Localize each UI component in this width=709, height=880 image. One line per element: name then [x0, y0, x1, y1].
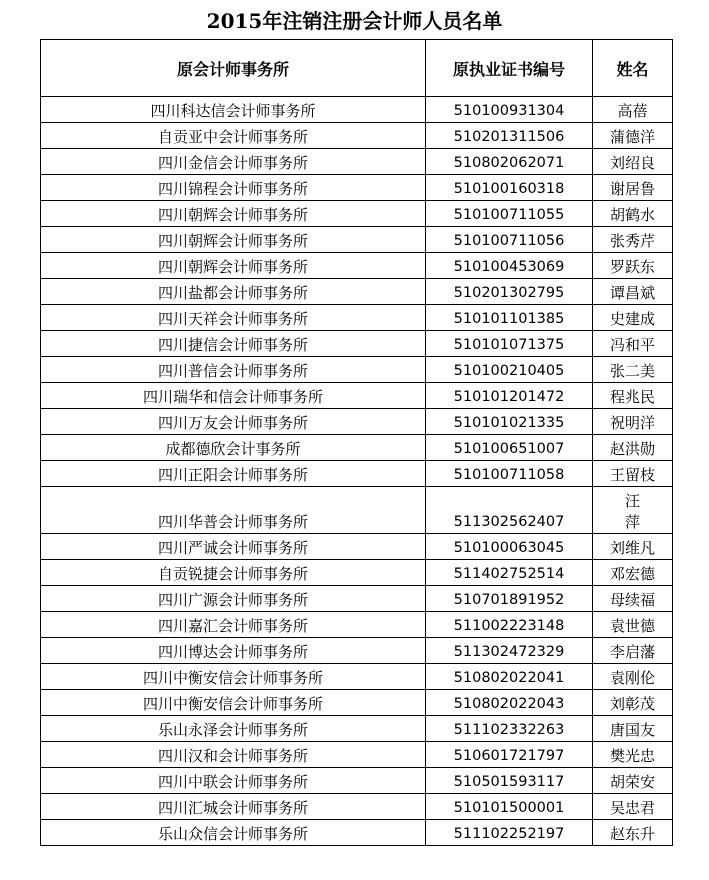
cell-cert-number: 511102332263 — [426, 716, 593, 742]
cell-cert-number: 510101071375 — [426, 331, 593, 357]
table-row — [41, 612, 673, 638]
cell-cert-number: 511302472329 — [426, 638, 593, 664]
cell-name: 樊光忠 — [593, 742, 673, 768]
table-row — [41, 487, 673, 534]
cell-name: 刘维凡 — [593, 534, 673, 560]
name-line-1: 汪 — [624, 492, 640, 510]
cell-cert-number: 510101101385 — [426, 305, 593, 331]
cell-firm: 四川万友会计师事务所 — [41, 409, 426, 435]
table-row — [41, 279, 673, 305]
cell-cert-number: 510802022041 — [426, 664, 593, 690]
cell-cert-number: 510201311506 — [426, 123, 593, 149]
cell-name: 邓宏德 — [593, 560, 673, 586]
cell-name: 张二美 — [593, 357, 673, 383]
cell-cert-number: 510201302795 — [426, 279, 593, 305]
cell-name: 胡荣安 — [593, 768, 673, 794]
deregistered-cpa-table — [40, 39, 673, 846]
cell-firm: 四川普信会计师事务所 — [41, 357, 426, 383]
cell-firm: 四川朝辉会计师事务所 — [41, 227, 426, 253]
cell-name: 程兆民 — [593, 383, 673, 409]
cell-cert-number: 510100711058 — [426, 461, 593, 487]
cell-cert-number: 510100453069 — [426, 253, 593, 279]
cell-name: 赵洪勋 — [593, 435, 673, 461]
cell-cert-number: 510802022043 — [426, 690, 593, 716]
cell-firm: 四川天祥会计师事务所 — [41, 305, 426, 331]
cell-name: 唐国友 — [593, 716, 673, 742]
table-row — [41, 123, 673, 149]
cell-cert-number: 510501593117 — [426, 768, 593, 794]
cell-cert-number: 511102252197 — [426, 820, 593, 846]
cell-firm: 四川汉和会计师事务所 — [41, 742, 426, 768]
cell-name: 袁刚伦 — [593, 664, 673, 690]
cell-name: 刘彰茂 — [593, 690, 673, 716]
table-row — [41, 227, 673, 253]
cell-name: 王留枝 — [593, 461, 673, 487]
header-name: 姓名 — [593, 40, 673, 97]
table-row — [41, 742, 673, 768]
cell-name: 谭昌斌 — [593, 279, 673, 305]
cell-firm: 四川金信会计师事务所 — [41, 149, 426, 175]
cell-cert-number: 510100711056 — [426, 227, 593, 253]
table-row — [41, 664, 673, 690]
cell-cert-number: 510100160318 — [426, 175, 593, 201]
cell-firm: 四川华普会计师事务所 — [41, 487, 426, 534]
cell-name — [593, 487, 673, 534]
table-row — [41, 305, 673, 331]
table-row — [41, 461, 673, 487]
table-row — [41, 534, 673, 560]
cell-name: 赵东升 — [593, 820, 673, 846]
cell-name: 胡鹤水 — [593, 201, 673, 227]
cell-firm: 成都德欣会计事务所 — [41, 435, 426, 461]
cell-firm: 四川捷信会计师事务所 — [41, 331, 426, 357]
table-row — [41, 690, 673, 716]
cell-cert-number: 510100210405 — [426, 357, 593, 383]
header-cert-number: 原执业证书编号 — [426, 40, 593, 97]
cell-firm: 四川严诚会计师事务所 — [41, 534, 426, 560]
cell-firm: 乐山永泽会计师事务所 — [41, 716, 426, 742]
cell-cert-number: 510100651007 — [426, 435, 593, 461]
cell-firm: 四川汇城会计师事务所 — [41, 794, 426, 820]
cell-cert-number: 511002223148 — [426, 612, 593, 638]
table-header-row — [41, 40, 673, 97]
cell-firm: 乐山众信会计师事务所 — [41, 820, 426, 846]
cell-firm: 自贡亚中会计师事务所 — [41, 123, 426, 149]
cell-cert-number: 511402752514 — [426, 560, 593, 586]
table-row — [41, 409, 673, 435]
cell-cert-number: 510100931304 — [426, 97, 593, 123]
cell-name: 蒲德洋 — [593, 123, 673, 149]
cell-firm: 四川博达会计师事务所 — [41, 638, 426, 664]
table-row — [41, 768, 673, 794]
cell-firm: 四川朝辉会计师事务所 — [41, 253, 426, 279]
cell-firm: 四川瑞华和信会计师事务所 — [41, 383, 426, 409]
table-row — [41, 638, 673, 664]
table-row — [41, 716, 673, 742]
cell-firm: 四川广源会计师事务所 — [41, 586, 426, 612]
table-row — [41, 201, 673, 227]
cell-firm: 四川中衡安信会计师事务所 — [41, 690, 426, 716]
cell-name: 谢居鲁 — [593, 175, 673, 201]
table-row — [41, 560, 673, 586]
cell-firm: 四川嘉汇会计师事务所 — [41, 612, 426, 638]
cell-firm: 四川盐都会计师事务所 — [41, 279, 426, 305]
cell-cert-number: 510802062071 — [426, 149, 593, 175]
cell-firm: 四川科达信会计师事务所 — [41, 97, 426, 123]
table-row — [41, 149, 673, 175]
page-title: 2015年注销注册会计师人员名单 — [206, 9, 503, 33]
table-row — [41, 586, 673, 612]
cell-name: 刘绍良 — [593, 149, 673, 175]
cell-firm: 四川中衡安信会计师事务所 — [41, 664, 426, 690]
cell-cert-number: 510601721797 — [426, 742, 593, 768]
table-row — [41, 383, 673, 409]
cell-name: 罗跃东 — [593, 253, 673, 279]
cell-name: 吴忠君 — [593, 794, 673, 820]
cell-cert-number: 510101201472 — [426, 383, 593, 409]
table-row — [41, 253, 673, 279]
table-row — [41, 794, 673, 820]
cell-cert-number: 510101500001 — [426, 794, 593, 820]
name-line-2: 萍 — [624, 513, 640, 531]
table-row — [41, 435, 673, 461]
cell-name: 祝明洋 — [593, 409, 673, 435]
cell-name: 高蓓 — [593, 97, 673, 123]
cell-name: 张秀芹 — [593, 227, 673, 253]
cell-firm: 自贡锐捷会计师事务所 — [41, 560, 426, 586]
cell-name: 冯和平 — [593, 331, 673, 357]
cell-cert-number: 510100711055 — [426, 201, 593, 227]
cell-firm: 四川锦程会计师事务所 — [41, 175, 426, 201]
cell-cert-number: 510100063045 — [426, 534, 593, 560]
table-row — [41, 97, 673, 123]
cell-name: 母续福 — [593, 586, 673, 612]
cell-name: 史建成 — [593, 305, 673, 331]
cell-name: 袁世德 — [593, 612, 673, 638]
table-row — [41, 357, 673, 383]
cell-cert-number: 511302562407 — [426, 487, 593, 534]
header-firm: 原会计师事务所 — [41, 40, 426, 97]
table-row — [41, 820, 673, 846]
cell-name: 李启藩 — [593, 638, 673, 664]
cell-firm: 四川中联会计师事务所 — [41, 768, 426, 794]
table-row — [41, 331, 673, 357]
cell-cert-number: 510101021335 — [426, 409, 593, 435]
cell-firm: 四川正阳会计师事务所 — [41, 461, 426, 487]
cell-firm: 四川朝辉会计师事务所 — [41, 201, 426, 227]
cell-cert-number: 510701891952 — [426, 586, 593, 612]
table-row — [41, 175, 673, 201]
